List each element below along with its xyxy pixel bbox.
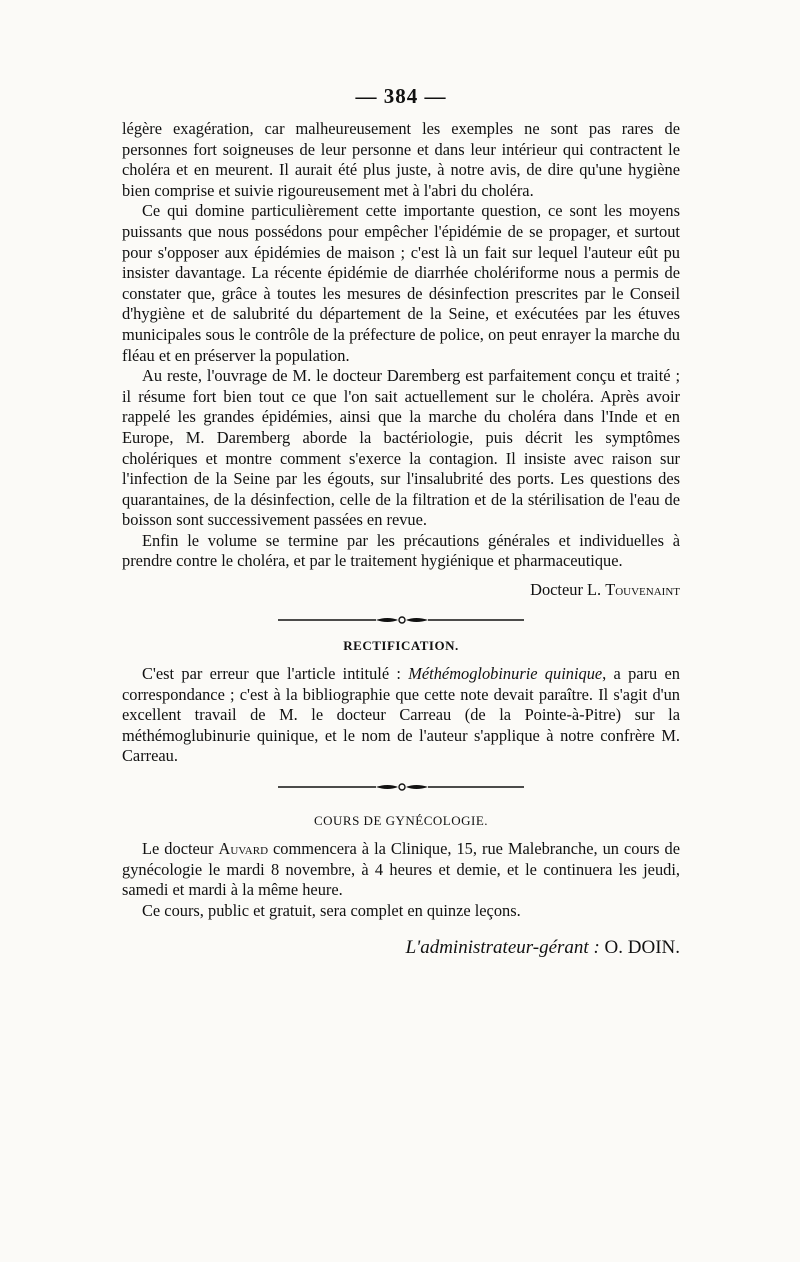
ornament-divider-1 [122, 614, 680, 626]
rectification-paragraph [122, 664, 680, 767]
ornament-rule-icon [276, 614, 526, 626]
cours-text-after: commencera à la Clinique, 15, rue Malebranche, un cours de gynécologie le mardi 8 novembre, à 4 heures et demie, et le continuera les jeudi, samedi et mardi à la même heure. [122, 839, 681, 900]
rectification-text-after: , a paru en correspondance ; c'est à la bibliographie que cette note devait paraître. Il s'agit d'un excellent travail de M. le docteur Carreau (de la Pointe-à-Pitre) sur la méthémoglubinurie quinique, et le nom de l'auteur s'applique à notre confrère M. Carreau. [122, 664, 680, 766]
cours-text-before: Le docteur [142, 839, 219, 859]
signature-prefix: Docteur L. [530, 580, 606, 600]
cours-doctor-name: Auvard [218, 839, 269, 859]
paragraph-review: Au reste, l'ouvrage de M. le docteur Daremberg est parfaitement conçu et traité ; il résume fort bien tout ce que l'on sait actuellement sur le choléra. Après avoir rappelé les grandes épidémies, ainsi que la marche du choléra dans l'Inde et en Europe, M. Daremberg aborde la bactériologie, puis décrit les symptômes cholériques et montre comment s'exerce la contagion. Il insiste avec raison sur l'infection de la Seine par les égouts, sur l'insalubrité des ports. Les questions des quarantaines, de la désinfection, celle de la filtration et de la stérilisation de l'eau de boisson sont successivement passées en revue. [122, 366, 680, 530]
paragraph-conclusion: Enfin le volume se termine par les précautions générales et individuelles à prendre contre le choléra, et par le traitement hygiénique et pharmaceutique. [122, 530, 680, 571]
publisher-footer [122, 937, 680, 959]
page-number: — 384 — [355, 84, 447, 108]
rectification-heading: RECTIFICATION. [343, 638, 459, 654]
cours-paragraph-1 [122, 839, 680, 901]
paragraph-prevention: Ce qui domine particulièrement cette importante question, ce sont les moyens puissants que nous possédons pour empêcher l'épidémie de se propager, et surtout pour s'opposer aux épidémies de maison ; c'est là un fait sur lequel l'auteur eût pu insister davantage. La récente épidémie de diarrhée cholériforme nous a permis de constater que, grâce à toutes les mesures de désinfection prescrites par le Conseil d'hygiène et de salubrité du département de la Seine, et exécutées par les étuves municipales sous le contrôle de la préfecture de police, on peut enrayer la marche du fléau et en préserver la population. [122, 201, 680, 365]
footer-label: L'administrateur-gérant : [405, 937, 600, 959]
footer-name: O. DOIN. [599, 937, 680, 959]
paragraph-continuation: légère exagération, car malheureusement les exemples ne sont pas rares de personnes fort soigneuses de leur personne et dans leur intérieur qui contractent le choléra et en meurent. Il aurait été plus juste, à notre avis, de dire qu'une hygiène bien comprise et suivie rigoureusement met à l'abri du choléra. [122, 119, 680, 200]
rectification-text-before: C'est par erreur que l'article intitulé : [142, 664, 409, 684]
cours-heading: COURS DE GYNÉCOLOGIE. [313, 813, 489, 829]
ornament-rule-icon [276, 781, 526, 793]
signature-name: Touvenaint [605, 580, 680, 600]
ornament-divider-2 [122, 781, 680, 793]
rectification-article-title: Méthémoglobinurie quinique [408, 664, 603, 684]
document-page [122, 84, 680, 959]
signature-author [122, 580, 680, 600]
cours-paragraph-2: Ce cours, public et gratuit, sera complet en quinze leçons. [142, 900, 521, 920]
